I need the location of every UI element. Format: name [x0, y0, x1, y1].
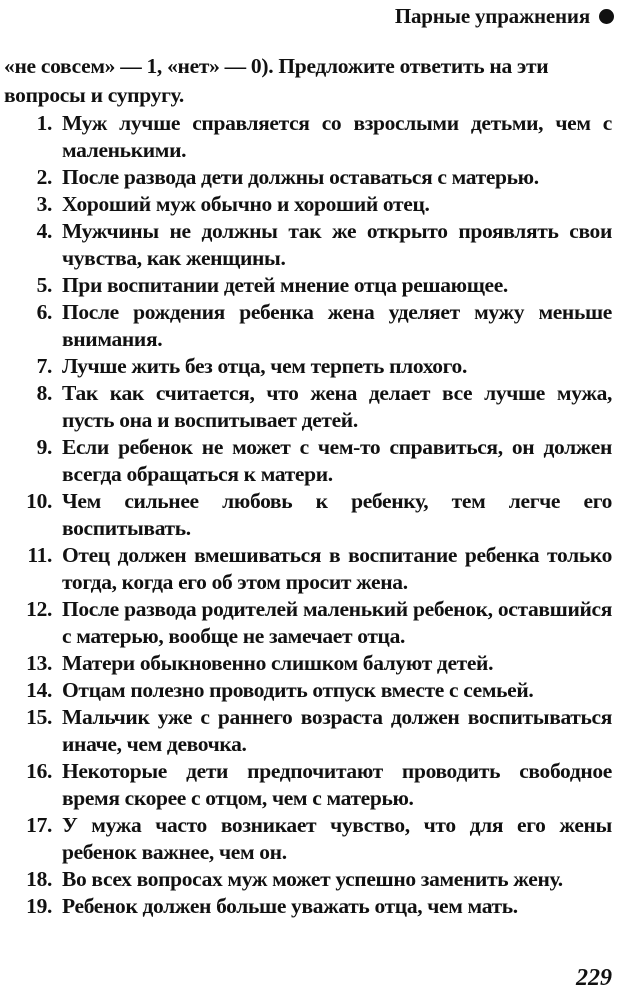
- item-text: После развода родителей маленький ребенок, оставшийся с матерью, вообще не замечает отца.: [62, 597, 612, 648]
- item-number: 2.: [36, 165, 52, 189]
- list-item: [0, 650, 612, 677]
- item-text: Муж лучше справляется со взрослыми детьми, чем с маленькими.: [62, 111, 612, 162]
- item-number: 14.: [26, 678, 52, 702]
- item-text: Лучше жить без отца, чем терпеть плохого.: [62, 354, 467, 378]
- item-text: При воспитании детей мнение отца решающее.: [62, 273, 508, 297]
- intro-paragraph: «не совсем» — 1, «нет» — 0). Предложите ответить на эти вопросы и супругу.: [4, 54, 549, 107]
- item-number: 18.: [26, 867, 52, 891]
- item-number: 5.: [36, 273, 52, 297]
- item-text: Отцам полезно проводить отпуск вместе с семьей.: [62, 678, 534, 702]
- list-item: [0, 299, 612, 353]
- item-number: 6.: [36, 300, 52, 324]
- list-item: [0, 164, 612, 191]
- item-number: 16.: [26, 759, 52, 783]
- item-number: 19.: [26, 894, 52, 918]
- list-item: [0, 434, 612, 488]
- item-number: 15.: [26, 705, 52, 729]
- list-item: [0, 110, 612, 164]
- item-text: Во всех вопросах муж может успешно заменить жену.: [62, 867, 563, 891]
- list-item: [0, 596, 612, 650]
- item-number: 13.: [26, 651, 52, 675]
- item-text: Мужчины не должны так же открыто проявлять свои чувства, как женщины.: [62, 219, 612, 270]
- list-item: [0, 191, 612, 218]
- bullet-dot-icon: [599, 9, 614, 24]
- question-list: [0, 110, 612, 920]
- item-text: Так как считается, что жена делает все лучше мужа, пусть она и воспитывает детей.: [62, 381, 612, 432]
- item-number: 17.: [26, 813, 52, 837]
- list-item: [0, 488, 612, 542]
- list-item: [0, 218, 612, 272]
- item-text: Матери обыкновенно слишком балуют детей.: [62, 651, 494, 675]
- item-text: После рождения ребенка жена уделяет мужу меньше внимания.: [62, 300, 612, 351]
- item-text: Мальчик уже с раннего возраста должен воспитываться иначе, чем девочка.: [62, 705, 612, 756]
- item-text: Отец должен вмешиваться в воспитание ребенка только тогда, когда его об этом просит жена.: [62, 543, 612, 594]
- list-item: [0, 380, 612, 434]
- list-item: [0, 812, 612, 866]
- item-text: После развода дети должны оставаться с матерью.: [62, 165, 539, 189]
- item-number: 11.: [27, 543, 52, 567]
- list-item: [0, 677, 612, 704]
- item-text: Чем сильнее любовь к ребенку, тем легче его воспитывать.: [62, 489, 612, 540]
- list-item: [0, 866, 612, 893]
- item-number: 3.: [36, 192, 52, 216]
- page-number: 229: [576, 965, 612, 991]
- list-item: [0, 704, 612, 758]
- item-number: 12.: [26, 597, 52, 621]
- item-number: 7.: [36, 354, 52, 378]
- item-number: 8.: [36, 381, 52, 405]
- item-text: У мужа часто возникает чувство, что для его жены ребенок важнее, чем он.: [62, 813, 612, 864]
- item-number: 10.: [26, 489, 52, 513]
- list-item: [0, 542, 612, 596]
- list-item: [0, 893, 612, 920]
- list-item: [0, 758, 612, 812]
- item-number: 1.: [36, 111, 52, 135]
- running-header-title: Парные упражнения: [394, 4, 590, 28]
- item-text: Некоторые дети предпочитают проводить свободное время скорее с отцом, чем с матерью.: [62, 759, 612, 810]
- item-text: Ребенок должен больше уважать отца, чем мать.: [62, 894, 518, 918]
- item-number: 4.: [36, 219, 52, 243]
- item-text: Хороший муж обычно и хороший отец.: [62, 192, 430, 216]
- list-item: [0, 353, 612, 380]
- item-number: 9.: [36, 435, 52, 459]
- item-text: Если ребенок не может с чем-то справиться, он должен всегда обращаться к матери.: [62, 435, 612, 486]
- running-header: [395, 4, 614, 29]
- list-item: [0, 272, 612, 299]
